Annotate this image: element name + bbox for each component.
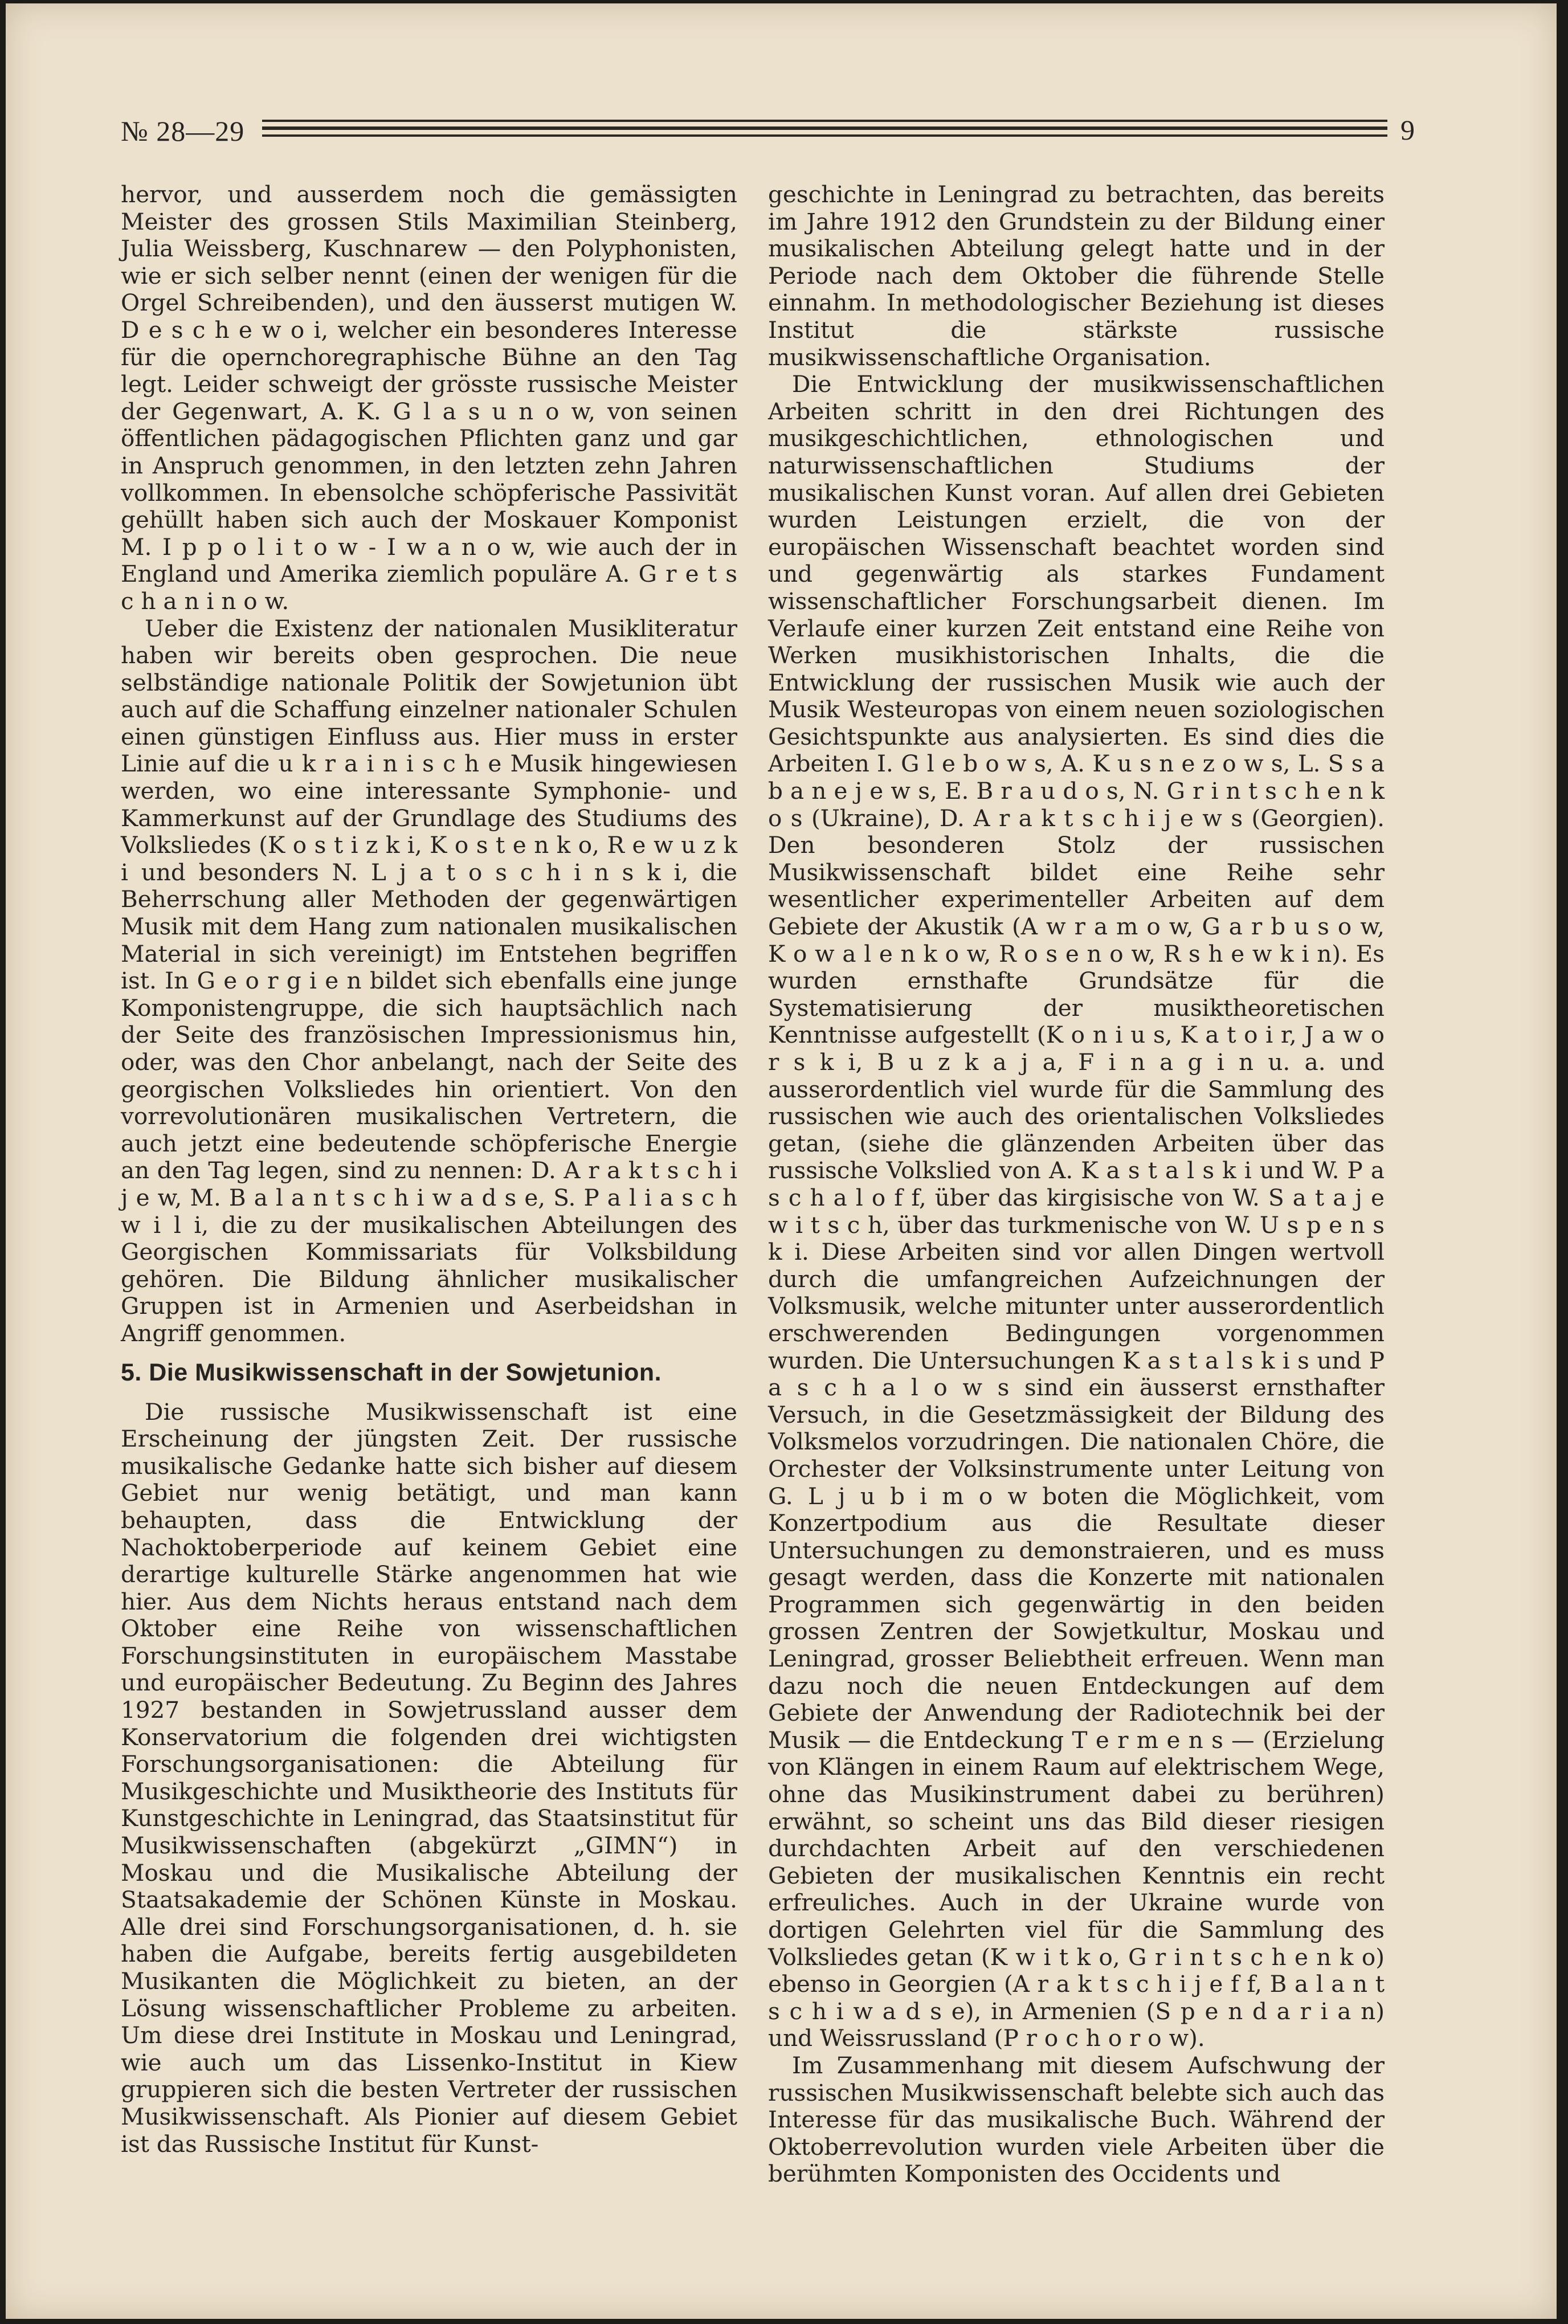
paragraph: Die russische Musikwissenschaft ist eine Erscheinung der jüngsten Zeit. Der russische musikalische Gedanke hatte sich bisher auf diesem Gebiet nur wenig betätigt, und man kann behaupten, dass die Entwicklung der Nachoktoberperiode auf keinem Gebiet eine derartige kulturelle Stärke angenommen hat wie hier. Aus dem Nichts heraus entstand nach dem Oktober eine Reihe von wissenschaftlichen Forschungsinstituten in europäischem Masstabe und europäischer Bedeutung. Zu Beginn des Jahres 1927 bestanden in Sowjetrussland ausser dem Konservatorium die folgenden drei wichtigsten Forschungsorganisationen: die Abteilung für Musikgeschichte und Musiktheorie des Instituts für Kunstgeschichte in Leningrad, das Staatsinstitut für Musikwissenschaften (abgekürzt „GIMN“) in Moskau und die Musikalische Abteilung der Staatsakademie der Schönen Künste in Moskau. Alle drei sind Forschungsorganisationen, d. h. sie haben die Aufgabe, bereits fertig ausgebildeten Musikanten die Möglichkeit zu bieten, an der Lösung wissenschaftlicher Probleme zu arbeiten. Um diese drei Institute in Moskau und Leningrad, wie auch um das Lissenko-Institut in Kiew gruppieren sich die besten Vertreter der russischen Musikwissenschaft. Als Pionier auf diesem Gebiet ist das Russische Institut für Kunst-	[121, 1398, 737, 2158]
page-number: 9	[1400, 114, 1415, 146]
page	[6, 3, 1557, 2319]
section-heading: 5. Die Musikwissenschaft in der Sowjetunion.	[121, 1358, 662, 1386]
left-column	[121, 181, 737, 2158]
right-column	[768, 181, 1385, 2188]
header-rule	[262, 126, 1387, 130]
paragraph: geschichte in Leningrad zu betrachten, das bereits im Jahre 1912 den Grundstein zu der Bildung einer musikalischen Abteilung gelegt hatte und in der Periode nach dem Oktober die führende Stelle einnahm. In methodologischer Beziehung ist dieses Institut die stärkste russische musikwissenschaftliche Organisation.	[768, 181, 1385, 371]
paragraph: Die Entwicklung der musikwissenschaftlichen Arbeiten schritt in den drei Richtungen des musikgeschichtlichen, ethnologischen und naturwissenschaftlichen Studiums der musikalischen Kunst voran. Auf allen drei Gebieten wurden Leistungen erzielt, die von der europäischen Wissenschaft beachtet worden sind und gegenwärtig als starkes Fundament wissenschaftlicher Forschungsarbeit dienen. Im Verlaufe einer kurzen Zeit entstand eine Reihe von Werken musikhistorischen Inhalts, die die Entwicklung der russischen Musik wie auch der Musik Westeuropas von einem neuen soziologischen Gesichtspunkte aus analysierten. Es sind dies die Arbeiten I. G l e b o w s, A. K u s n e z o w s, L. S s a b a n e j e w s, E. B r a u d o s, N. G r i n t s c h e n k o s (Ukraine), D. A r a k t s c h i j e w s (Georgien). Den besonderen Stolz der russischen Musikwissenschaft bildet eine Reihe sehr wesentlicher experimenteller Arbeiten auf dem Gebiete der Akustik (A w r a m o w, G a r b u s o w, K o w a l e n k o w, R o s e n o w, R s h e w k i n). Es wurden ernsthafte Grundsätze für die Systematisierung der musiktheoretischen Kenntnisse aufgestellt (K o n i u s, K a t o i r, J a w o r s k i, B u z k a j a, F i n a g i n u. a. und ausserordentlich viel wurde für die Sammlung des russischen wie auch des orientalischen Volksliedes getan, (siehe die glänzenden Arbeiten über das russische Volkslied von A. K a s t a l s k i und W. P a s c h a l o f f, über das kirgisische von W. S a t a j e w i t s c h, über das turkmenische von W. U s p e n s k i. Diese Arbeiten sind vor allen Dingen wertvoll durch die umfangreichen Aufzeichnungen der Volksmusik, welche mitunter unter ausserordentlich erschwerenden Bedingungen vorgenommen wurden. Die Untersuchungen K a s t a l s k i s und P a s c h a l o w s sind ein äusserst ernsthafter Versuch, in die Gesetzmässigkeit der Bildung des Volksmelos vorzudringen. Die nationalen Chöre, die Orchester der Volksinstrumente unter Leitung von G. L j u b i m o w boten die Möglichkeit, vom Konzertpodium aus die Resultate dieser Untersuchungen zu demonstraieren, und es muss gesagt werden, dass die Konzerte mit nationalen Programmen sich gegenwärtig in den beiden grossen Zentren der Sowjetkultur, Moskau und Leningrad, grosser Beliebtheit erfreuen. Wenn man dazu noch die neuen Entdeckungen auf dem Gebiete der Anwendung der Radiotechnik bei der Musik — die Entdeckung T e r m e n s — (Erzielung von Klängen in einem Raum auf elektrischem Wege, ohne das Musikinstrument dabei zu berühren) erwähnt, so scheint uns das Bild dieser riesigen durchdachten Arbeit auf den verschiedenen Gebieten der musikalischen Kenntnis ein recht erfreuliches. Auch in der Ukraine wurde von dortigen Gelehrten viel für die Sammlung des Volksliedes getan (K w i t k o, G r i n t s c h e n k o) ebenso in Georgien (A r a k t s c h i j e f f, B a l a n t s c h i w a d s e), in Armenien (S p e n d a r i a n) und Weissrussland (P r o c h o r o w).	[768, 370, 1385, 2052]
page-header	[6, 100, 1557, 163]
header-rule	[262, 134, 1387, 137]
issue-number: № 28—29	[121, 115, 245, 147]
paragraph: Im Zusammenhang mit diesem Aufschwung der russischen Musikwissenschaft belebte sich auch das Interesse für das musikalische Buch. Während der Oktoberrevolution wurden viele Arbeiten über die berühmten Komponisten des Occidents und	[768, 2051, 1385, 2188]
paragraph: Ueber die Existenz der nationalen Musikliteratur haben wir bereits oben gesprochen. Die neue selbständige nationale Politik der Sowjetunion übt auch auf die Schaffung einzelner nationaler Schulen einen günstigen Einfluss aus. Hier muss in erster Linie auf die u k r a i n i s c h e Musik hingewiesen werden, wo eine interessante Symphonie- und Kammerkunst auf der Grundlage des Studiums des Volksliedes (K o s t i z k i, K o s t e n k o, R e w u z k i und besonders N. L j a t o s c h i n s k i, die Beherrschung aller Methoden der gegenwärtigen Musik mit dem Hang zum nationalen musikalischen Material in sich vereinigt) im Entstehen begriffen ist. In G e o r g i e n bildet sich ebenfalls eine junge Komponistengruppe, die sich hauptsächlich nach der Seite des französischen Impressionismus hin, oder, was den Chor anbelangt, nach der Seite des georgischen Volksliedes hin orientiert. Von den vorrevolutionären musikalischen Vertretern, die auch jetzt eine bedeutende schöpferische Energie an den Tag legen, sind zu nennen: D. A r a k t s c h i j e w, M. B a l a n t s c h i w a d s e, S. P a l i a s c h w i l i, die zu der musikalischen Abteilungen des Georgischen Kommissariats für Volksbildung gehören. Die Bildung ähnlicher musikalischer Gruppen ist in Armenien und Aserbeidshan in Angriff genommen.	[121, 614, 737, 1347]
header-rule	[262, 120, 1387, 122]
paragraph: hervor, und ausserdem noch die gemässigten Meister des grossen Stils Maximilian Steinberg, Julia Weissberg, Kuschnarew — den Polyphonisten, wie er sich selber nennt (einen der wenigen für die Orgel Schreibenden), und den äusserst mutigen W. D e s c h e w o i, welcher ein besonderes Interesse für die opernchoregraphische Bühne an den Tag legt. Leider schweigt der grösste russische Meister der Gegenwart, A. K. G l a s u n o w, von seinen öffentlichen pädagogischen Pflichten ganz und gar in Anspruch genommen, in den letzten zehn Jahren vollkommen. In ebensolche schöpferische Passivität gehüllt haben sich auch der Moskauer Komponist M. I p p o l i t o w - I w a n o w, wie auch der in England und Amerika ziemlich populäre A. G r e t s c h a n i n o w.	[121, 181, 737, 615]
